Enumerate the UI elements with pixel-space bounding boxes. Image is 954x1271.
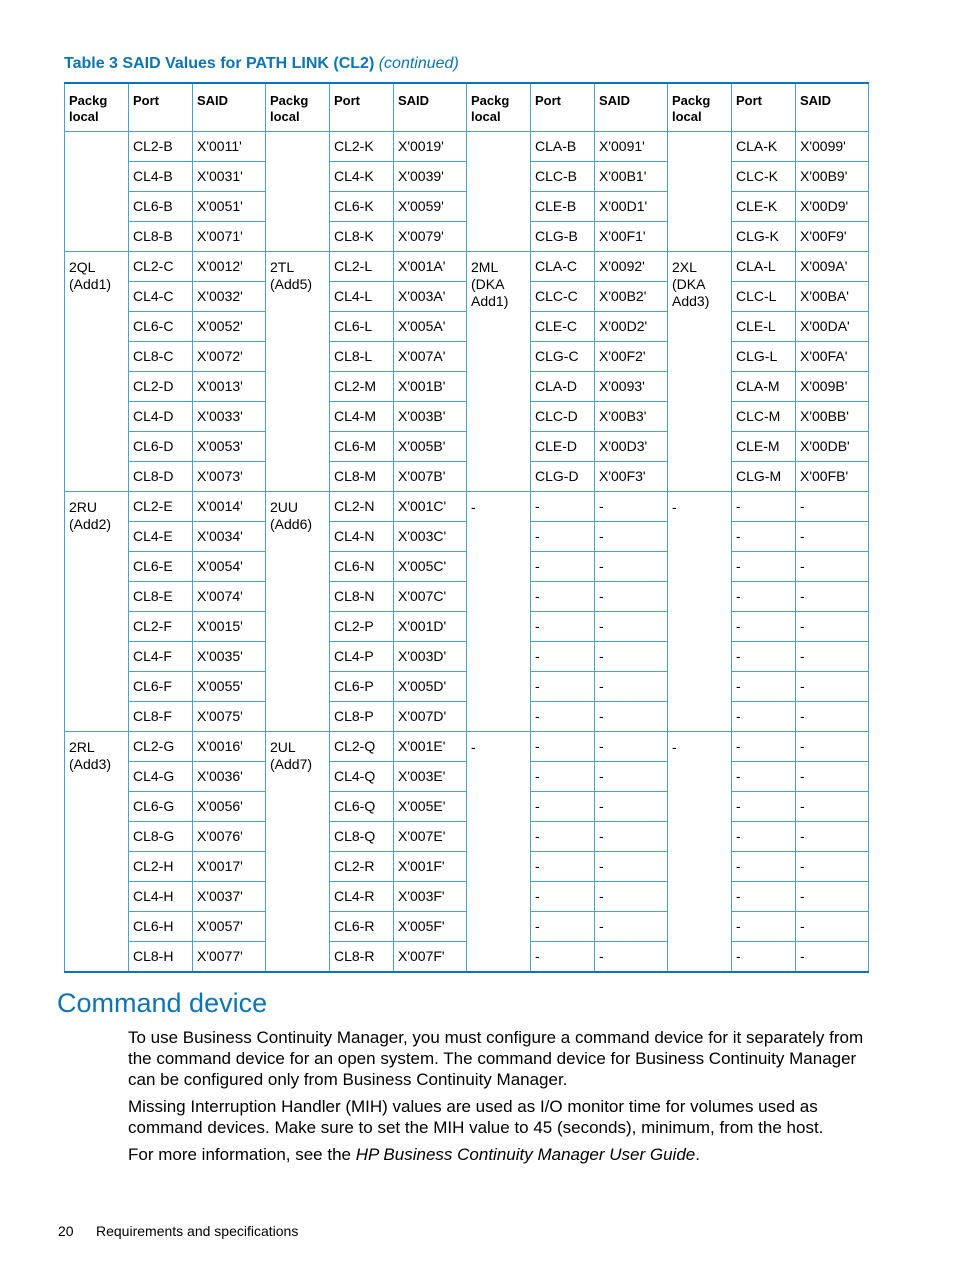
port-cell: CL2-L xyxy=(330,251,394,281)
package-cell xyxy=(266,491,330,731)
said-cell: - xyxy=(796,491,869,521)
package-label: - xyxy=(672,498,677,515)
said-cell: X'003E' xyxy=(394,761,467,791)
port-cell: - xyxy=(732,821,796,851)
port-cell: CL4-P xyxy=(330,641,394,671)
said-cell: - xyxy=(796,911,869,941)
said-cell: - xyxy=(796,611,869,641)
port-cell: CL8-H xyxy=(129,941,193,972)
package-label: 2XL xyxy=(672,258,697,275)
said-cell: - xyxy=(796,941,869,972)
port-cell: CL6-N xyxy=(330,551,394,581)
said-cell: X'0035' xyxy=(193,641,266,671)
port-cell: CLG-B xyxy=(531,221,595,251)
port-cell: CLG-L xyxy=(732,341,796,371)
said-cell: X'0016' xyxy=(193,731,266,761)
port-cell: CLA-L xyxy=(732,251,796,281)
port-cell: - xyxy=(531,761,595,791)
package-label: 2UU xyxy=(270,498,299,515)
column-header: SAID xyxy=(796,83,869,131)
port-cell: CL4-M xyxy=(330,401,394,431)
package-label: 2TL xyxy=(270,258,295,275)
package-cell xyxy=(65,491,129,731)
package-cell xyxy=(266,251,330,491)
footer-section-title: Requirements and specifications xyxy=(96,1223,299,1239)
table-caption xyxy=(64,55,459,73)
port-cell: - xyxy=(531,851,595,881)
port-cell: CL6-H xyxy=(129,911,193,941)
port-cell: CLC-K xyxy=(732,161,796,191)
port-cell: CL8-K xyxy=(330,221,394,251)
port-cell: CL6-K xyxy=(330,191,394,221)
port-cell: - xyxy=(531,791,595,821)
said-cell: - xyxy=(595,761,668,791)
said-cell: X'00FB' xyxy=(796,461,869,491)
package-label: - xyxy=(471,498,476,515)
port-cell: CLA-K xyxy=(732,131,796,161)
port-cell: CLC-L xyxy=(732,281,796,311)
said-cell: X'00D2' xyxy=(595,311,668,341)
said-cell: - xyxy=(595,671,668,701)
port-cell: CLG-D xyxy=(531,461,595,491)
said-cell: X'0017' xyxy=(193,851,266,881)
paragraph-command-device-config: To use Business Continuity Manager, you must configure a command device for it separately from the command device for an open system. The command device for Business Continuity Manager can be configured only from Business Continuity Manager. xyxy=(128,1028,864,1089)
said-cell: X'003F' xyxy=(394,881,467,911)
port-cell: CL4-L xyxy=(330,281,394,311)
said-cell: - xyxy=(796,851,869,881)
said-cell: - xyxy=(595,851,668,881)
port-cell: CL6-G xyxy=(129,791,193,821)
package-label: (DKA Add3) xyxy=(672,275,710,309)
said-cell: - xyxy=(796,821,869,851)
said-cell: - xyxy=(796,671,869,701)
port-cell: CLE-L xyxy=(732,311,796,341)
package-label: (DKA Add1) xyxy=(471,275,509,309)
said-cell: X'0036' xyxy=(193,761,266,791)
port-cell: CL4-Q xyxy=(330,761,394,791)
port-cell: CL4-K xyxy=(330,161,394,191)
port-cell: CL8-Q xyxy=(330,821,394,851)
said-cell: - xyxy=(595,611,668,641)
section-title: Command device xyxy=(57,988,268,1018)
said-cell: - xyxy=(796,641,869,671)
said-cell: X'00D3' xyxy=(595,431,668,461)
said-cell: X'0039' xyxy=(394,161,467,191)
port-cell: CL8-N xyxy=(330,581,394,611)
said-cell: X'0072' xyxy=(193,341,266,371)
said-cell: X'003A' xyxy=(394,281,467,311)
package-label: 2RL xyxy=(69,738,95,755)
port-cell: - xyxy=(531,941,595,972)
said-cell: X'009A' xyxy=(796,251,869,281)
port-cell: CL8-G xyxy=(129,821,193,851)
port-cell: CL6-L xyxy=(330,311,394,341)
port-cell: CL2-H xyxy=(129,851,193,881)
said-cell: - xyxy=(595,581,668,611)
port-cell: - xyxy=(732,911,796,941)
said-cell: X'001E' xyxy=(394,731,467,761)
said-cell: X'0037' xyxy=(193,881,266,911)
port-cell: CL2-D xyxy=(129,371,193,401)
package-label: - xyxy=(672,738,677,755)
port-cell: CL8-E xyxy=(129,581,193,611)
said-cell: X'00B2' xyxy=(595,281,668,311)
port-cell: CL6-E xyxy=(129,551,193,581)
port-cell: - xyxy=(732,611,796,641)
said-cell: X'007E' xyxy=(394,821,467,851)
said-cell: - xyxy=(796,731,869,761)
port-cell: CL8-B xyxy=(129,221,193,251)
said-cell: X'0052' xyxy=(193,311,266,341)
said-cell: X'0014' xyxy=(193,491,266,521)
port-cell: - xyxy=(531,671,595,701)
said-cell: X'0071' xyxy=(193,221,266,251)
port-cell: CL6-R xyxy=(330,911,394,941)
port-cell: - xyxy=(732,791,796,821)
said-cell: X'007F' xyxy=(394,941,467,972)
said-cell: X'0013' xyxy=(193,371,266,401)
port-cell: CL2-G xyxy=(129,731,193,761)
said-cell: - xyxy=(796,521,869,551)
port-cell: CL6-D xyxy=(129,431,193,461)
package-cell xyxy=(65,131,129,251)
port-cell: CLE-B xyxy=(531,191,595,221)
said-cell: X'0031' xyxy=(193,161,266,191)
port-cell: CL8-M xyxy=(330,461,394,491)
column-header: Port xyxy=(732,83,796,131)
port-cell: CL2-R xyxy=(330,851,394,881)
table-row xyxy=(65,731,869,761)
package-cell xyxy=(266,131,330,251)
port-cell: CL2-Q xyxy=(330,731,394,761)
said-cell: X'0055' xyxy=(193,671,266,701)
said-cell: X'005E' xyxy=(394,791,467,821)
column-header: Packg local xyxy=(65,83,129,131)
port-cell: - xyxy=(531,641,595,671)
port-cell: CL4-R xyxy=(330,881,394,911)
port-cell: CLG-C xyxy=(531,341,595,371)
said-cell: X'0032' xyxy=(193,281,266,311)
said-cell: X'007D' xyxy=(394,701,467,731)
port-cell: CL6-B xyxy=(129,191,193,221)
said-cell: - xyxy=(595,881,668,911)
port-cell: CL2-M xyxy=(330,371,394,401)
said-cell: - xyxy=(595,731,668,761)
column-header: Port xyxy=(129,83,193,131)
package-label: 2QL xyxy=(69,258,96,275)
said-cell: X'00BA' xyxy=(796,281,869,311)
port-cell: CL4-H xyxy=(129,881,193,911)
said-cell: X'0093' xyxy=(595,371,668,401)
port-cell: - xyxy=(531,731,595,761)
port-cell: CL6-P xyxy=(330,671,394,701)
page-footer xyxy=(58,1223,298,1239)
paragraph-more-information xyxy=(128,1144,874,1165)
said-cell: - xyxy=(595,521,668,551)
said-cell: X'005A' xyxy=(394,311,467,341)
said-cell: X'00B1' xyxy=(595,161,668,191)
said-cell: X'003C' xyxy=(394,521,467,551)
port-cell: - xyxy=(732,551,796,581)
said-cell: - xyxy=(595,491,668,521)
package-label: (Add2) xyxy=(69,515,112,532)
port-cell: CLE-M xyxy=(732,431,796,461)
table-row xyxy=(65,251,869,281)
said-cell: X'0099' xyxy=(796,131,869,161)
said-cell: X'00B9' xyxy=(796,161,869,191)
column-header: SAID xyxy=(193,83,266,131)
said-cell: X'001A' xyxy=(394,251,467,281)
package-cell xyxy=(668,131,732,251)
column-header: Port xyxy=(330,83,394,131)
port-cell: CL6-M xyxy=(330,431,394,461)
package-cell xyxy=(467,251,531,491)
port-cell: CL8-C xyxy=(129,341,193,371)
port-cell: - xyxy=(732,881,796,911)
column-header: SAID xyxy=(394,83,467,131)
package-label: (Add5) xyxy=(270,275,313,292)
table-row xyxy=(65,131,869,161)
column-header: Packg local xyxy=(668,83,732,131)
port-cell: CL4-B xyxy=(129,161,193,191)
more-info-prefix: For more information, see the xyxy=(128,1145,356,1164)
said-cell: - xyxy=(796,761,869,791)
said-cell: - xyxy=(595,791,668,821)
said-cell: X'007B' xyxy=(394,461,467,491)
port-cell: CLC-M xyxy=(732,401,796,431)
said-cell: X'0075' xyxy=(193,701,266,731)
package-label: 2UL xyxy=(270,738,296,755)
port-cell: CL2-F xyxy=(129,611,193,641)
said-cell: X'0059' xyxy=(394,191,467,221)
paragraph-mih-values: Missing Interruption Handler (MIH) values are used as I/O monitor time for volumes used as command devices. Make sure to set the MIH value to 45 (seconds), minimum, from the host. xyxy=(128,1097,824,1137)
said-cell: - xyxy=(595,941,668,972)
said-cell: X'0057' xyxy=(193,911,266,941)
port-cell: CL2-B xyxy=(129,131,193,161)
port-cell: - xyxy=(531,821,595,851)
said-cell: X'0073' xyxy=(193,461,266,491)
said-cell: X'00DA' xyxy=(796,311,869,341)
port-cell: CL4-E xyxy=(129,521,193,551)
said-values-table xyxy=(64,82,869,973)
port-cell: CL8-P xyxy=(330,701,394,731)
package-cell xyxy=(467,131,531,251)
port-cell: CL2-C xyxy=(129,251,193,281)
port-cell: CLE-D xyxy=(531,431,595,461)
port-cell: CL8-D xyxy=(129,461,193,491)
said-cell: X'001F' xyxy=(394,851,467,881)
said-cell: X'001C' xyxy=(394,491,467,521)
package-cell xyxy=(668,251,732,491)
said-cell: X'005F' xyxy=(394,911,467,941)
table-caption-title: Table 3 SAID Values for PATH LINK (CL2) xyxy=(64,55,375,72)
port-cell: CLA-M xyxy=(732,371,796,401)
port-cell: CLC-D xyxy=(531,401,595,431)
table-header-row xyxy=(65,83,869,131)
said-cell: - xyxy=(796,701,869,731)
port-cell: CL4-C xyxy=(129,281,193,311)
package-cell xyxy=(65,731,129,972)
said-cell: X'009B' xyxy=(796,371,869,401)
package-label: (Add7) xyxy=(270,755,313,772)
said-cell: X'0076' xyxy=(193,821,266,851)
guide-reference: HP Business Continuity Manager User Guide xyxy=(355,1145,696,1164)
said-cell: X'0012' xyxy=(193,251,266,281)
port-cell: CLC-C xyxy=(531,281,595,311)
port-cell: CL8-R xyxy=(330,941,394,972)
said-cell: - xyxy=(595,551,668,581)
port-cell: CL4-G xyxy=(129,761,193,791)
port-cell: - xyxy=(531,911,595,941)
said-cell: - xyxy=(796,551,869,581)
port-cell: - xyxy=(732,671,796,701)
port-cell: CL4-D xyxy=(129,401,193,431)
said-cell: X'0034' xyxy=(193,521,266,551)
said-cell: X'00F1' xyxy=(595,221,668,251)
said-cell: X'00B3' xyxy=(595,401,668,431)
port-cell: CLE-K xyxy=(732,191,796,221)
said-cell: X'00F3' xyxy=(595,461,668,491)
port-cell: CLE-C xyxy=(531,311,595,341)
column-header: Port xyxy=(531,83,595,131)
port-cell: - xyxy=(531,701,595,731)
said-cell: X'0015' xyxy=(193,611,266,641)
port-cell: CLA-B xyxy=(531,131,595,161)
port-cell: - xyxy=(732,731,796,761)
port-cell: CL2-E xyxy=(129,491,193,521)
said-cell: - xyxy=(595,821,668,851)
table-caption-continued: (continued) xyxy=(378,55,459,72)
port-cell: CLG-K xyxy=(732,221,796,251)
said-cell: X'005B' xyxy=(394,431,467,461)
said-cell: - xyxy=(796,791,869,821)
said-cell: X'005C' xyxy=(394,551,467,581)
port-cell: - xyxy=(732,701,796,731)
package-cell xyxy=(467,491,531,731)
package-cell xyxy=(668,491,732,731)
port-cell: CLC-B xyxy=(531,161,595,191)
port-cell: CLA-D xyxy=(531,371,595,401)
said-cell: X'001B' xyxy=(394,371,467,401)
port-cell: - xyxy=(732,641,796,671)
package-cell xyxy=(668,731,732,972)
port-cell: - xyxy=(531,611,595,641)
package-cell xyxy=(266,731,330,972)
said-cell: X'00F2' xyxy=(595,341,668,371)
package-label: 2RU xyxy=(69,498,98,515)
said-cell: X'00DB' xyxy=(796,431,869,461)
port-cell: - xyxy=(732,581,796,611)
column-header: Packg local xyxy=(266,83,330,131)
port-cell: - xyxy=(732,851,796,881)
port-cell: CL6-Q xyxy=(330,791,394,821)
said-cell: X'0054' xyxy=(193,551,266,581)
port-cell: CL6-F xyxy=(129,671,193,701)
said-cell: X'0051' xyxy=(193,191,266,221)
port-cell: - xyxy=(732,521,796,551)
port-cell: - xyxy=(732,491,796,521)
said-cell: X'0056' xyxy=(193,791,266,821)
said-cell: X'0019' xyxy=(394,131,467,161)
said-cell: X'003D' xyxy=(394,641,467,671)
said-cell: X'007A' xyxy=(394,341,467,371)
said-cell: - xyxy=(796,881,869,911)
port-cell: CL4-N xyxy=(330,521,394,551)
port-cell: CLG-M xyxy=(732,461,796,491)
port-cell: CL8-L xyxy=(330,341,394,371)
said-cell: - xyxy=(595,641,668,671)
said-cell: X'00D1' xyxy=(595,191,668,221)
port-cell: - xyxy=(732,941,796,972)
port-cell: CL4-F xyxy=(129,641,193,671)
package-cell xyxy=(65,251,129,491)
said-cell: X'0074' xyxy=(193,581,266,611)
package-label: (Add3) xyxy=(69,755,112,772)
said-cell: X'0077' xyxy=(193,941,266,972)
port-cell: CLA-C xyxy=(531,251,595,281)
said-cell: - xyxy=(595,911,668,941)
page-number: 20 xyxy=(58,1223,74,1239)
column-header: SAID xyxy=(595,83,668,131)
port-cell: CL2-P xyxy=(330,611,394,641)
said-cell: X'00D9' xyxy=(796,191,869,221)
port-cell: - xyxy=(531,551,595,581)
package-cell xyxy=(467,731,531,972)
column-header: Packg local xyxy=(467,83,531,131)
package-label: 2ML xyxy=(471,258,499,275)
said-cell: X'001D' xyxy=(394,611,467,641)
port-cell: - xyxy=(531,521,595,551)
said-cell: X'0091' xyxy=(595,131,668,161)
said-cell: - xyxy=(595,701,668,731)
port-cell: CL2-K xyxy=(330,131,394,161)
package-label: (Add1) xyxy=(69,275,112,292)
port-cell: - xyxy=(531,581,595,611)
port-cell: CL6-C xyxy=(129,311,193,341)
said-cell: X'0011' xyxy=(193,131,266,161)
port-cell: - xyxy=(531,491,595,521)
said-cell: X'00FA' xyxy=(796,341,869,371)
port-cell: CL2-N xyxy=(330,491,394,521)
said-cell: X'0092' xyxy=(595,251,668,281)
said-cell: X'00F9' xyxy=(796,221,869,251)
said-cell: X'0033' xyxy=(193,401,266,431)
said-cell: X'003B' xyxy=(394,401,467,431)
more-info-suffix: . xyxy=(695,1145,700,1164)
said-cell: X'007C' xyxy=(394,581,467,611)
port-cell: - xyxy=(732,761,796,791)
package-label: (Add6) xyxy=(270,515,313,532)
package-label: - xyxy=(471,738,476,755)
port-cell: CL8-F xyxy=(129,701,193,731)
table-row xyxy=(65,491,869,521)
said-cell: X'0053' xyxy=(193,431,266,461)
said-cell: X'0079' xyxy=(394,221,467,251)
port-cell: - xyxy=(531,881,595,911)
said-cell: X'005D' xyxy=(394,671,467,701)
said-cell: X'00BB' xyxy=(796,401,869,431)
said-cell: - xyxy=(796,581,869,611)
